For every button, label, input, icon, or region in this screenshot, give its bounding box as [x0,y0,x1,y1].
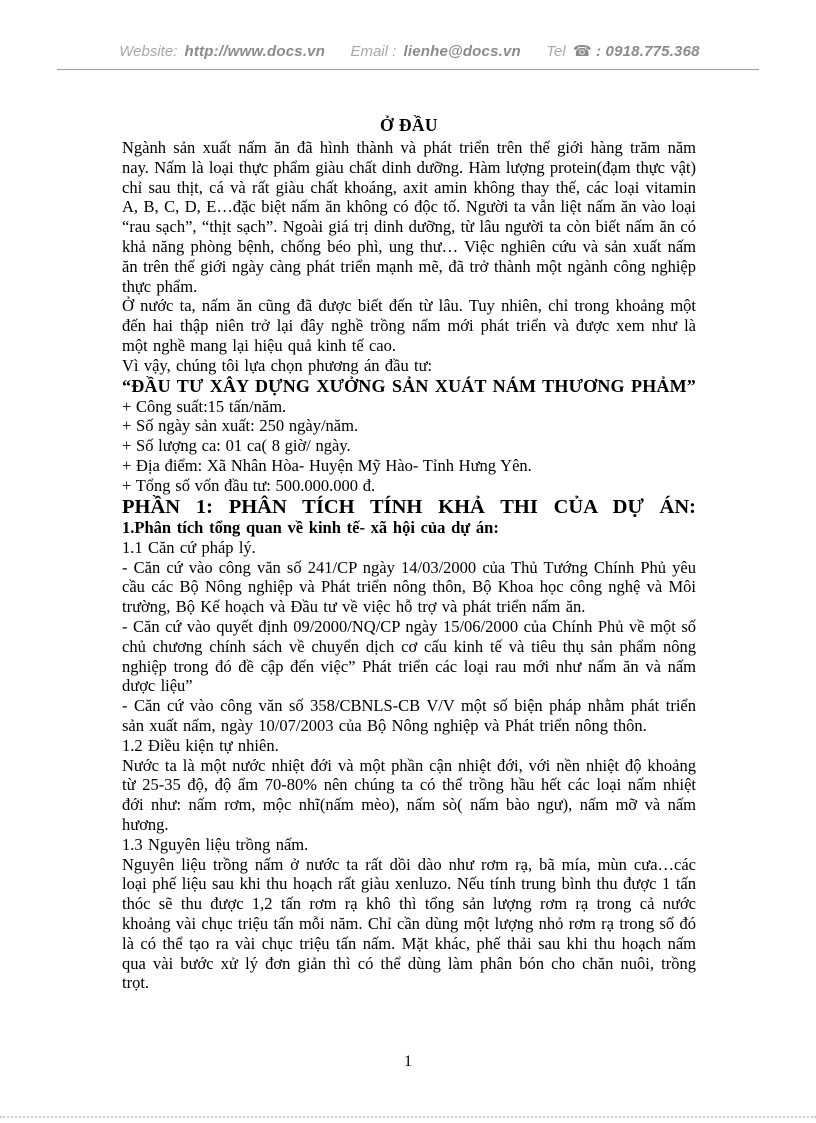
text-line: 1.2 Điều kiện tự nhiên. [122,735,279,755]
document-title: Ở ĐẦU [380,115,438,135]
paragraph: - Căn cứ vào công văn số 358/CBNLS-CB V/V một số biện pháp nhằm phát triển sản xuất nấm, ngày 10/07/2003 của Bộ Nông nghiệp và Phát triển nông thôn. [122,696,696,736]
email-value: lienhe@docs.vn [403,43,521,60]
text-line: Vì vậy, chúng tôi lựa chọn phương án đầu tư: [122,355,433,375]
spec-list-item: + Công suất:15 tấn/năm. [122,396,287,416]
paragraph: Nước ta là một nước nhiệt đới và một phần cận nhiệt đới, với nền nhiệt độ khoảng từ 25-35 độ, độ ẩm 70-80% nên chúng ta có thể trồng hầu hết các loại nấm nhiệt đới như: nấm rơm, mộc nhĩ(nấm mèo), nấm sò( nấm bào ngư), nấm mỡ và nấm hương. [122,755,696,834]
website-url: http://www.docs.vn [184,43,326,60]
email-label: Email : [350,43,397,60]
paragraph: - Căn cứ vào công văn số 241/CP ngày 14/03/2000 của Thủ Tướng Chính Phủ yêu cầu các Bộ Nông nghiệp và Phát triển nông thôn, Bộ Khoa học công nghệ và Môi trường, Bộ Kế hoạch và Đầu tư về việc hỗ trợ và phát triển nấm ăn. [122,557,696,617]
project-title-quote: “ĐẦU TƯ XÂY DỰNG XƯỞNG SẢN XUÁT NÁM THƯƠNG PHẢM” [122,375,696,396]
paragraph: Nguyên liệu trồng nấm ở nước ta rất dồi dào như rơm rạ, bã mía, mùn cưa…các loại phế liệu sau khi thu hoạch rất giàu xenluzo. Nếu tính trung bình thu được 1 tấn thóc sẽ thu được 1,2 tấn rơm rạ khô thì tổng sản lượng rơm rạ trong cả nước khoảng vài chục triệu tấn mỗi năm. Chỉ cần dùng một lượng nhỏ rơm rạ trong số đó là có thể tạo ra vài chục triệu tấn nấm. Mặt khác, phế thải sau khi thu hoạch nấm qua vài bước xử lý đơn giản thì có thể dùng làm phân bón cho chăn nuôi, trồng trọt. [122,854,696,993]
subsection-heading: 1.Phân tích tổng quan về kinh tế- xã hội của dự án: [122,518,499,538]
page-header [57,42,759,70]
spec-list-item: + Số lượng ca: 01 ca( 8 giờ/ ngày. [122,436,351,456]
paragraph: - Căn cứ vào quyết định 09/2000/NQ/CP ngày 15/06/2000 của Chính Phủ về một số chủ chương chính sách về chuyển dịch cơ cấu kinh tế và tiêu thụ sản phẩm nông nghiệp trong đó đề cập đến việc” Phát triển các loại rau mới như nấm ăn và nấm dược liệu” [122,617,696,696]
paragraph: Ở nước ta, nấm ăn cũng đã được biết đến từ lâu. Tuy nhiên, chỉ trong khoảng một đến hai thập niên trở lại đây nghề trồng nấm mới phát triển và được xem như là một nghề mang lại hiệu quả kinh tế cao. [122,296,696,355]
document-body [122,112,696,993]
spec-list-item: + Địa điểm: Xã Nhân Hòa- Huyện Mỹ Hào- Tỉnh Hưng Yên. [122,455,532,475]
page-number: 1 [404,1053,412,1070]
section-heading: PHẦN 1: PHÂN TÍCH TÍNH KHẢ THI CỦA DỰ ÁN: [122,495,696,518]
spec-list-item: + Số ngày sản xuất: 250 ngày/năm. [122,416,359,436]
phone-icon: ☎ [572,43,592,60]
spec-list-item: + Tổng số vốn đầu tư: 500.000.000 đ. [122,475,376,495]
paragraph: Ngành sản xuất nấm ăn đã hình thành và phát triển trên thế giới hàng trăm năm nay. Nấm là loại thực phẩm giàu chất dinh dưỡng. Hàm lượng protein(đạm thực vật) chỉ sau thịt, cá và rất giàu chất khoáng, axit amin không thay thế, các loại vitamin A, B, C, D, E…đặc biệt nấm ăn không có độc tố. Người ta vẫn liệt nấm ăn vào loại “rau sạch”, “thịt sạch”. Ngoài giá trị dinh dưỡng, từ lâu người ta còn biết nấm ăn có khả năng phòng bệnh, chống béo phì, ung thư… Việc nghiên cứu và sản xuất nấm ăn trên thế giới ngày càng phát triển mạnh mẽ, đã trở thành một ngành công nghiệp thực phẩm. [122,138,696,296]
text-line: 1.1 Căn cứ pháp lý. [122,537,256,557]
footer-dotted-rule [0,1116,816,1118]
website-label: Website: [119,43,178,60]
text-line: 1.3 Nguyên liệu trồng nấm. [122,834,309,854]
tel-label: Tel [546,43,566,60]
tel-value: : 0918.775.368 [595,43,700,60]
